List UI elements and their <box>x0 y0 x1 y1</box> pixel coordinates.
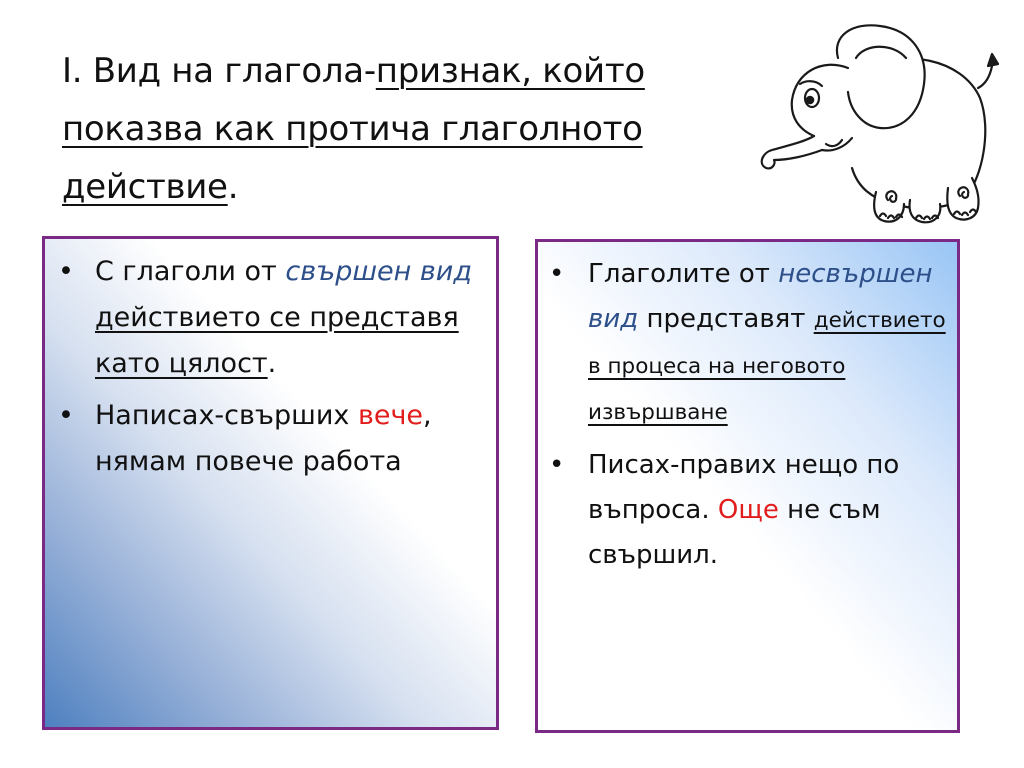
bullet-icon: • <box>58 256 74 287</box>
slide-title <box>62 42 742 216</box>
aspect-term: свършен вид <box>285 256 473 287</box>
aspect-term: несвършен вид <box>588 259 933 334</box>
title-prefix: I. Вид на глагола- <box>62 51 376 91</box>
underlined-definition: действието се представя като цялост <box>95 302 459 379</box>
item-text: представят <box>638 304 814 334</box>
elephant-illustration-icon <box>752 18 1007 230</box>
item-text: Написах-свърших <box>95 400 358 431</box>
item-text: Писах-правих нещо по въпроса. <box>588 450 900 525</box>
list-item <box>538 252 957 435</box>
highlighted-word: Още <box>717 495 779 525</box>
perfective-aspect-box <box>42 236 499 730</box>
list-item <box>45 393 496 485</box>
item-text: не съм свършил. <box>588 495 881 570</box>
item-text: С глаголи от <box>95 256 286 287</box>
item-text: , нямам повече работа <box>95 400 432 477</box>
list-item <box>538 443 957 578</box>
imperfective-aspect-box <box>535 239 960 733</box>
bullet-icon: • <box>549 259 565 289</box>
title-suffix: . <box>227 167 239 207</box>
underlined-definition: действието в процеса на неговото извършване <box>588 308 946 425</box>
item-text: Глаголите от <box>588 259 779 289</box>
list-item <box>45 249 496 387</box>
highlighted-word: вече <box>357 400 424 431</box>
bullet-icon: • <box>549 450 565 480</box>
title-underlined-definition: признак, който показва как протича глаголното действие <box>62 51 645 207</box>
item-text: . <box>267 348 277 379</box>
bullet-icon: • <box>58 400 74 431</box>
